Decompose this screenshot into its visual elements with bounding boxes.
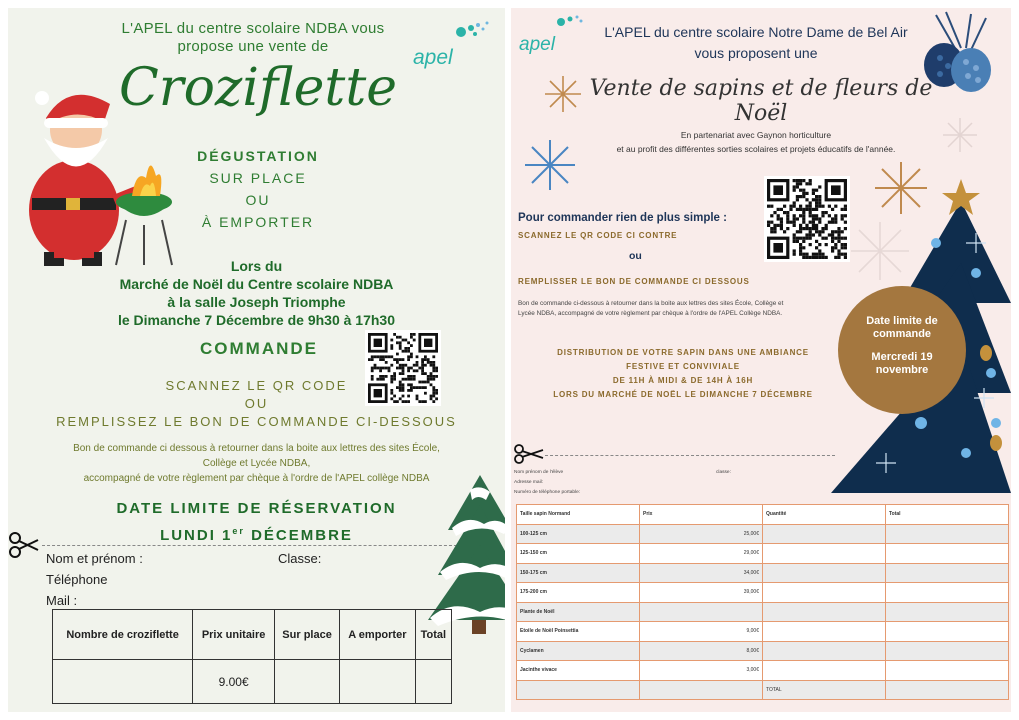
cut-line [42,545,462,546]
name-field-label: Nom et prénom : [46,551,143,566]
total-cell[interactable] [886,641,1009,661]
table-row [517,563,1009,583]
table-header: Nombre de croziflette [53,610,193,660]
tasting-block [168,145,348,233]
scissors-icon [513,444,545,464]
event-line: Marché de Noël du Centre scolaire NDBA [119,276,394,292]
notice-block [28,441,485,486]
santa-barbecue-icon [14,80,184,270]
scan-instruction: SCANNEZ LE QR CODE CI CONTRE [518,231,678,240]
quantity-cell[interactable] [763,563,886,583]
snowflake-icon [523,138,577,192]
event-line: Lors du [230,258,283,274]
scissors-icon [8,532,40,558]
price-cell: 8,00€ [640,641,763,661]
price-cell: 34,00€ [640,563,763,583]
item-cell: 125-150 cm [517,544,640,564]
item-cell: Cyclamen [517,641,640,661]
table-header: Total [886,505,1009,525]
table-row [517,622,1009,642]
phone-field-label: Téléphone [46,572,108,587]
distribution-block [523,346,843,402]
badge-line: novembre [875,364,929,376]
quantity-cell[interactable] [763,661,886,681]
deadline-block [48,498,465,547]
deadline-sup: er [232,526,245,536]
intro-line: L'APEL du centre scolaire NDBA vous [121,20,385,37]
distribution-line: FESTIVE ET CONVIVIALE [626,362,740,371]
apel-logo-text: apel [519,34,555,55]
snowflake-icon [543,74,583,114]
event-block [48,257,465,329]
partner-line: et au profit des différentes sorties scolaires et projets éducatifs de l'année. [616,144,896,154]
takeaway-cell[interactable] [340,660,416,704]
partner-block [571,128,941,156]
table-row [517,680,1009,700]
flyer-title: Croziflette [118,58,397,118]
distribution-line: DE 11H À MIDI & DE 14H À 16H [612,376,754,385]
total-cell[interactable] [415,660,451,704]
price-cell: 9,00€ [640,622,763,642]
notice-line: Bon de commande ci-dessous à retourner dans la boite aux lettres des sites École, Collège et [518,300,784,307]
item-cell: 175-200 cm [517,583,640,603]
notice-line: Collège et Lycée NDBA, [202,458,311,469]
item-cell: 100-125 cm [517,524,640,544]
intro-line: vous proposent une [694,45,818,61]
phone-label: Numéro de téléphone portable: [514,490,581,495]
table-header: Quantité [763,505,886,525]
deadline-date [48,520,465,547]
quantity-cell[interactable] [763,641,886,661]
total-cell [886,602,1009,622]
event-line: le Dimanche 7 Décembre de 9h30 à 17h30 [117,312,396,328]
table-row [517,524,1009,544]
deadline-line: DATE LIMITE DE RÉSERVATION [116,500,397,517]
table-row [517,602,1009,622]
event-line: à la salle Joseph Triomphe [167,294,346,310]
notice-line: accompagné de votre règlement par chèque à l'ordre de l'APEL collège NDBA [83,473,430,484]
total-cell[interactable] [886,583,1009,603]
item-cell [517,680,640,700]
total-cell[interactable] [886,661,1009,681]
intro-text [566,22,946,64]
price-cell [640,602,763,622]
price-cell: 3,00€ [640,661,763,681]
cut-line [545,455,835,456]
croziflette-flyer [8,8,505,712]
apel-logo-text: apel [413,46,453,69]
order-line: REMPLISSEZ LE BON DE COMMANDE CI-DESSOUS [56,414,457,429]
table-header: A emporter [340,610,416,660]
table-header: Sur place [275,610,340,660]
table-row [53,660,452,704]
total-cell[interactable] [886,563,1009,583]
item-cell: Jacinthe vivace [517,661,640,681]
unit-price-cell: 9.00€ [193,660,275,704]
tasting-line: SUR PLACE [209,170,307,186]
table-header: Total [415,610,451,660]
deadline-month: DÉCEMBRE [244,527,353,544]
email-label: Adresse mail: [514,480,544,485]
tasting-line: DÉGUSTATION [197,148,319,164]
item-cell: Etoile de Noël Poinsettia [517,622,640,642]
order-heading: COMMANDE [200,339,318,358]
price-cell [640,680,763,700]
apel-logo [413,16,493,76]
quantity-cell [763,602,886,622]
intro-text [88,20,418,56]
table-row [517,661,1009,681]
table-header: Taille sapin Normand [517,505,640,525]
distribution-line: LORS DU MARCHÉ DE NOËL LE DIMANCHE 7 DÉCEMBRE [553,390,813,399]
order-lines [48,377,465,431]
order-heading: Pour commander rien de plus simple : [518,212,727,224]
item-cell: 150-175 cm [517,563,640,583]
snowflake-icon [941,116,979,154]
notice-line: Lycée NDBA, accompagné de votre règlement par chèque à l'ordre de l'APEL Collège NDBA. [518,310,783,317]
deadline-day: LUNDI 1 [160,527,233,544]
order-form [514,468,580,498]
item-cell: Plante de Noël [517,602,640,622]
total-cell[interactable] [886,524,1009,544]
quantity-cell[interactable] [53,660,193,704]
badge-line: Date limite de [866,315,938,327]
table-row [517,641,1009,661]
price-cell: 25,00€ [640,524,763,544]
class-field-label: Classe: [278,551,322,566]
tasting-line: À EMPORTER [201,214,315,230]
order-line: OU [244,396,269,411]
badge-line: Mercredi 19 [871,351,933,363]
quantity-cell[interactable] [763,622,886,642]
flyer-title: Vente de sapins et de fleurs de Noël [589,76,933,126]
tasting-line: OU [245,192,271,208]
order-form [46,548,143,611]
mail-field-label: Mail : [46,593,78,608]
table-row [517,583,1009,603]
fill-instruction: REMPLISSER LE BON DE COMMANDE CI DESSOUS [518,277,750,286]
partner-line: En partenariat avec Gaynon horticulture [680,130,832,140]
grand-total-cell[interactable] [886,680,1009,700]
distribution-line: DISTRIBUTION DE VOTRE SAPIN DANS UNE AMBIANCE [557,348,809,357]
intro-line: propose une vente de [177,38,329,55]
table-header: Prix unitaire [193,610,275,660]
order-line: SCANNEZ LE QR CODE [165,378,348,393]
quantity-cell[interactable] [763,544,886,564]
notice-block [518,299,863,319]
student-name-label: Nom prénom de l'élève [514,470,564,475]
badge-line: commande [872,328,932,340]
or-text: ou [629,250,642,262]
on-site-cell[interactable] [275,660,340,704]
tree-order-table [516,504,1009,700]
intro-line: L'APEL du centre scolaire Notre Dame de Bel Air [604,24,908,40]
table-row [517,544,1009,564]
quantity-cell[interactable] [763,524,886,544]
notice-line: Bon de commande ci dessous à retourner dans la boite aux lettres des sites École, [73,443,440,454]
christmas-tree-flyer [511,8,1011,712]
price-cell: 29,00€ [640,544,763,564]
total-cell[interactable] [886,544,1009,564]
quantity-cell[interactable] [763,583,886,603]
croziflette-order-table [52,609,452,704]
total-cell[interactable] [886,622,1009,642]
table-header: Prix [640,505,763,525]
class-label: classe: [716,470,731,475]
price-cell: 39,00€ [640,583,763,603]
deadline-badge [838,286,966,414]
total-label: TOTAL [763,680,886,700]
